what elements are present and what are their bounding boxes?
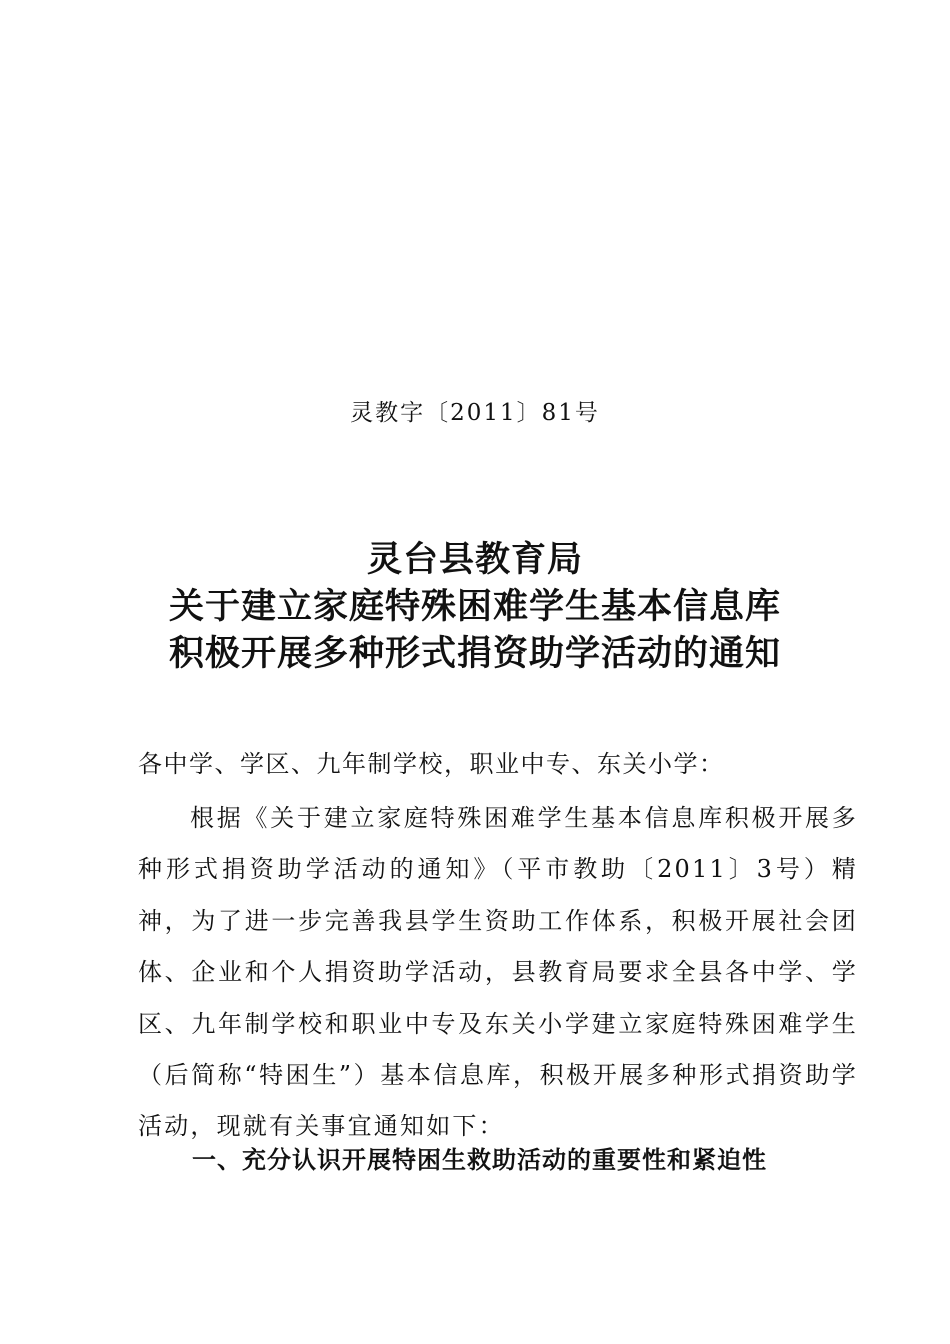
section-heading: 一、充分认识开展特困生救助活动的重要性和紧迫性 bbox=[192, 1146, 767, 1174]
body-paragraph: 根据《关于建立家庭特殊困难学生基本信息库积极开展多种形式捐资助学活动的通知》（平市教助〔2011〕3号）精神，为了进一步完善我县学生资助工作体系，积极开展社会团体、企业和个人捐资助学活动，县教育局要求全县各中学、学区、九年制学校和职业中专及东关小学建立家庭特殊困难学生（后简称“特困生”）基本信息库，积极开展多种形式捐资助学活动，现就有关事宜通知如下： bbox=[138, 804, 858, 1141]
title-line-subject-2: 积极开展多种形式捐资助学活动的通知 bbox=[168, 633, 781, 674]
document-number: 灵教字〔2011〕81号 bbox=[350, 400, 600, 426]
salutation: 各中学、学区、九年制学校，职业中专、东关小学： bbox=[138, 750, 725, 778]
title-line-subject-1: 关于建立家庭特殊困难学生基本信息库 bbox=[168, 586, 781, 627]
document-title bbox=[0, 536, 950, 677]
title-line-issuer: 灵台县教育局 bbox=[366, 539, 583, 580]
